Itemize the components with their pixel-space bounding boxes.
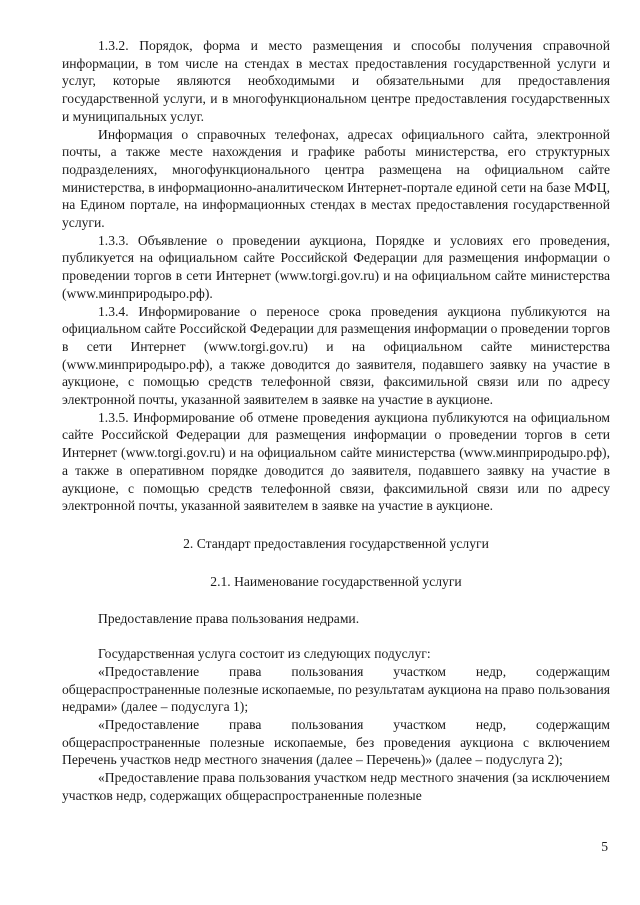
page-number: 5 [601,839,608,854]
paragraph-subservice-3: «Предоставление права пользования участком недр местного значения (за исключением участков недр, содержащих общераспространенные полезные [62,770,610,803]
paragraph-contact-info: Информация о справочных телефонах, адресах официального сайта, электронной почты, а также месте нахождения и графике работы министерства, его структурных подразделениях, многофункционального центра размещена на официальном сайте министерства, в информационно-аналитическом Интернет-портале единой сети на базе МФЦ, на Едином портале, на информационных стендах в местах предоставления государственной услуги. [62,126,610,231]
service-name: Предоставление права пользования недрами. [98,611,360,627]
paragraph-subservice-1: «Предоставление права пользования участком недр, содержащим общераспространенные полезные ископаемые, по результатам аукциона на право пользования недрами» (далее – подуслуга 1); [62,663,611,715]
paragraph-1-3-5: 1.3.5. Информирование об отмене проведения аукциона публикуются на официальном сайте Российской Федерации для размещения информации о проведении торгов в сети Интернет (www.torgi.gov.ru) и на официальном сайте министерства (www.минприродыро.рф), а также в оперативном порядке доводится до заявителя, подавшего заявку на участие в аукционе, с помощью средств телефонной связи, факсимильной связи или по адресу электронной почты, указанной заявителем в заявке на участие в аукционе. [62,409,610,514]
paragraph-subservices-intro: Государственная услуга состоит из следующих подуслуг: [98,646,431,662]
document-page [62,37,610,804]
paragraph-1-3-3: 1.3.3. Объявление о проведении аукциона, Порядке и условиях его проведения, публикуется на официальном сайте Российской Федерации для размещения информации о проведении торгов в сети Интернет (www.torgi.gov.ru) и на официальном сайте министерства (www.минприродыро.рф). [62,232,610,301]
subsection-heading: 2.1. Наименование государственной услуги [210,573,462,589]
paragraph-1-3-2: 1.3.2. Порядок, форма и место размещения и способы получения справочной информации, в том числе на стендах в местах предоставления государственной услуги и услуг, которые являются необходимыми и обязательными для предоставления государственной услуги, и в многофункциональном центре предоставления государственных и муниципальных услуг. [62,38,610,124]
paragraph-subservice-2: «Предоставление права пользования участком недр, содержащим общераспространенные полезные ископаемые, без проведения аукциона с включением Перечень участков недр местного значения (далее – Перечень)» (далее – подуслуга 2); [62,716,610,768]
paragraph-1-3-4: 1.3.4. Информирование о переносе срока проведения аукциона публикуются на официальном сайте Российской Федерации для размещения информации о проведении торгов в сети Интернет (www.torgi.gov.ru) и на официальном сайте министерства (www.минприродыро.рф), а также доводится до заявителя, подавшего заявку на участие в аукционе, с помощью средств телефонной связи, факсимильной связи или по адресу электронной почты, указанной заявителем в заявке на участие в аукционе. [62,303,610,408]
section-heading: 2. Стандарт предоставления государственной услуги [183,535,489,551]
